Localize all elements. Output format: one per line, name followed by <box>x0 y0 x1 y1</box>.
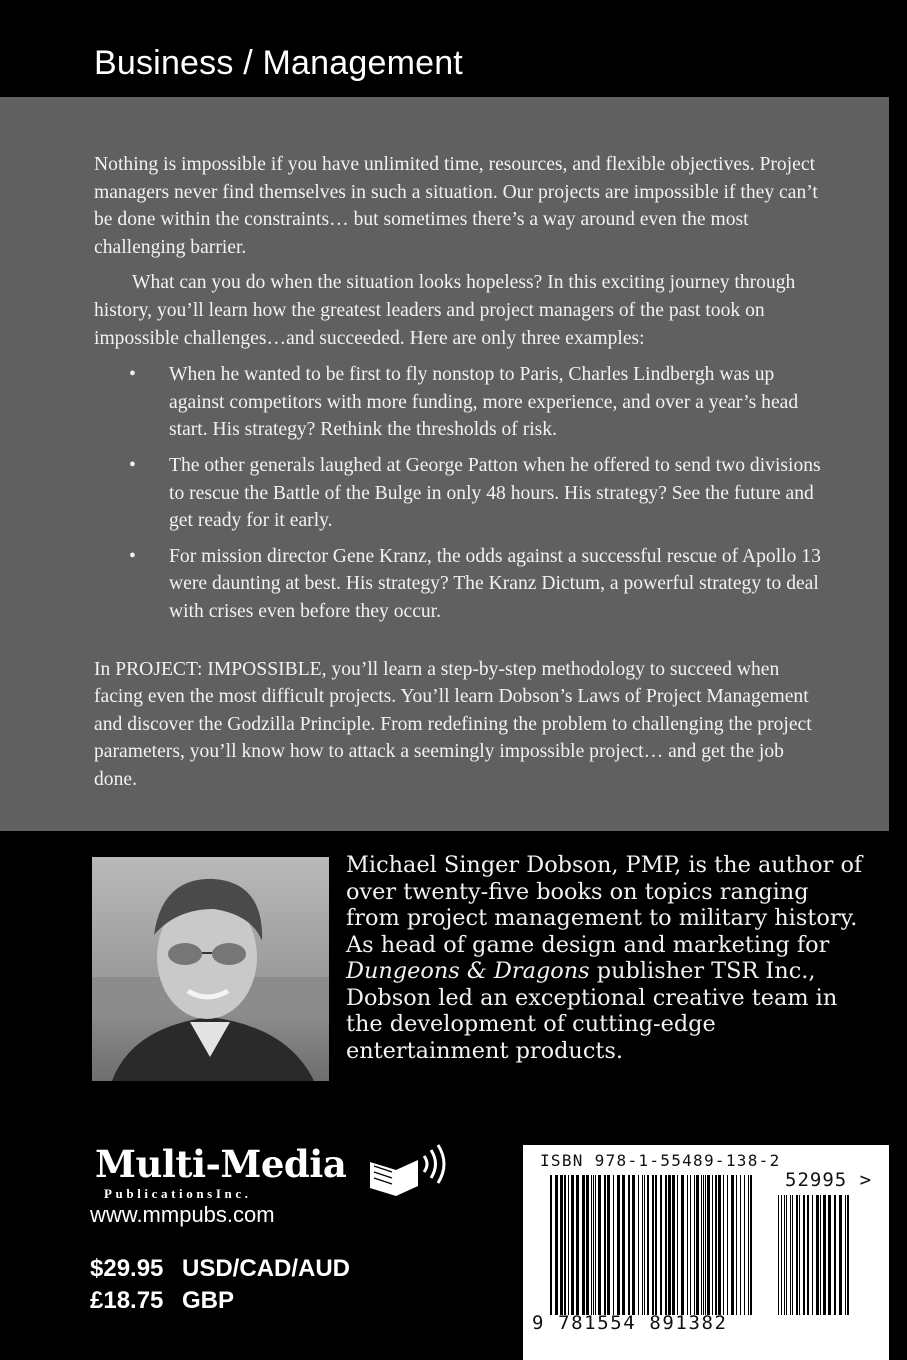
barcode-bar <box>607 1175 610 1315</box>
price-amount: £18.75 <box>90 1287 164 1314</box>
list-item <box>129 361 826 444</box>
barcode-bar <box>816 1195 819 1315</box>
barcode-bar <box>828 1195 831 1315</box>
barcode-bar <box>748 1175 749 1315</box>
price-amount: $29.95 <box>90 1255 164 1282</box>
blurb-lead: What can you do when the situation looks hopeless? In this exciting journey through history, you’ll learn how the greatest leaders and project managers of the past took on impossible challenges…and succeeded. Here are only three examples: <box>94 272 796 349</box>
author-bio <box>346 852 866 1064</box>
author-bio-text: Michael Singer Dobson, PMP, is the author of over twenty-five books on topics ranging from project management to military history. As head of game design and marketing for <box>346 852 863 958</box>
bullet-glyph: • <box>129 364 136 386</box>
list-item-text: For mission director Gene Kranz, the odds against a successful rescue of Apollo 13 were daunting at best. His strategy? The Kranz Dictum, a powerful strategy to deal with crises even before they occur. <box>169 545 821 622</box>
barcode-bar <box>834 1195 836 1315</box>
blurb-closing: In PROJECT: IMPOSSIBLE, you’ll learn a step-by-step methodology to succeed when facing even the most difficult projects. You’ll learn Dobson’s Laws of Project Management and discover the Godzilla Principle. From redefining the problem to challenging the project parameters, you’ll know how to attack a seemingly impossible project… and get the job done. <box>94 658 812 790</box>
publisher-name: Multi-Media <box>95 1142 347 1186</box>
barcode-bar <box>750 1175 752 1315</box>
barcode-bar <box>595 1175 596 1315</box>
barcode-bar <box>560 1175 563 1315</box>
barcode-bar <box>847 1195 849 1315</box>
price-gbp <box>90 1287 234 1315</box>
barcode-bar <box>796 1195 798 1315</box>
barcode-bar <box>591 1175 592 1315</box>
bullet-glyph: • <box>129 454 136 476</box>
barcode-bar <box>632 1175 635 1315</box>
barcode-bar <box>845 1195 846 1315</box>
barcode-bar <box>622 1175 625 1315</box>
barcode-bar <box>576 1175 579 1315</box>
barcode-bar <box>593 1175 594 1315</box>
author-photo <box>92 857 329 1081</box>
barcode-bar <box>694 1175 695 1315</box>
barcode-bar <box>598 1175 601 1315</box>
publisher-logo <box>92 1142 457 1202</box>
isbn-text: ISBN 978-1-55489-138-2 <box>540 1151 781 1170</box>
barcode-bar <box>690 1175 691 1315</box>
list-item-text: When he wanted to be first to fly nonstop to Paris, Charles Lindbergh was up against competitors with more funding, more experience, and over a year’s head start. His strategy? Rethink the thresholds of risk. <box>169 364 799 441</box>
barcode-bar <box>820 1195 821 1315</box>
barcode-bar <box>555 1175 558 1315</box>
back-cover-blurb <box>94 151 826 793</box>
barcode-bar <box>807 1195 809 1315</box>
barcode-bar <box>668 1175 671 1315</box>
price-code: 52995 > <box>785 1169 873 1191</box>
price-currency: USD/CAD/AUD <box>182 1255 350 1282</box>
barcode-bar <box>564 1175 566 1315</box>
barcode-bar <box>736 1175 737 1315</box>
barcode-bar <box>660 1175 662 1315</box>
publisher-subtitle: PublicationsInc. <box>104 1186 252 1201</box>
author-portrait-image <box>92 857 329 1081</box>
barcode-bar <box>712 1175 713 1315</box>
barcode-bar <box>655 1175 657 1315</box>
list-item-text: The other generals laughed at George Patton when he offered to send two divisions to rescue the Battle of the Bulge in only 48 hours. His strategy? See the future and get ready for it early. <box>169 454 821 532</box>
barcode-bar <box>677 1175 678 1315</box>
barcode-bar <box>839 1195 842 1315</box>
barcode-bar <box>638 1175 639 1315</box>
barcode-bar <box>672 1175 675 1315</box>
author-bio-italic: Dungeons & Dragons <box>346 958 590 984</box>
barcode-bar <box>784 1195 785 1315</box>
barcode-bar <box>550 1175 552 1315</box>
barcode-bar <box>701 1175 702 1315</box>
barcode-bar <box>718 1175 721 1315</box>
barcode-bar <box>687 1175 688 1315</box>
blurb-intro: Nothing is impossible if you have unlimited time, resources, and flexible objectives. Project managers never find themselves in such a situation. Our projects are impossible if they can’t be done within the constraints… but sometimes there’s a way around even the most challenging barrier. <box>94 154 818 258</box>
barcode-bar <box>731 1175 734 1315</box>
author-bio-text-end: publisher TSR Inc., Dobson led an exceptional creative team in the development of cutting-edge entertainment products. <box>346 958 838 1064</box>
category-label: Business / Management <box>94 44 463 82</box>
barcode-bar <box>628 1175 630 1315</box>
list-item <box>129 452 826 535</box>
list-item <box>129 543 826 626</box>
price-currency: GBP <box>182 1287 235 1314</box>
barcode-bar <box>703 1175 704 1315</box>
barcode-bar <box>781 1195 782 1315</box>
barcode-bar <box>696 1175 699 1315</box>
ean-digits: 9 781554 891382 <box>532 1312 728 1334</box>
barcode-bar <box>571 1175 574 1315</box>
barcode-bar <box>823 1195 826 1315</box>
barcode-bar <box>642 1175 643 1315</box>
barcode-bar <box>644 1175 645 1315</box>
barcode-bar <box>604 1175 606 1315</box>
barcode-bar <box>803 1195 805 1315</box>
barcode-bar <box>778 1195 779 1315</box>
barcode-bar <box>647 1175 649 1315</box>
barcode-bar <box>786 1195 787 1315</box>
barcode-bar <box>705 1175 706 1315</box>
barcode-bar <box>715 1175 717 1315</box>
barcode-bar <box>744 1175 745 1315</box>
barcode-bar <box>723 1175 724 1315</box>
barcode-bar <box>790 1195 791 1315</box>
barcode-bar <box>582 1175 585 1315</box>
barcode-bar <box>617 1175 620 1315</box>
publisher-website: www.mmpubs.com <box>90 1202 275 1227</box>
barcode-bar <box>586 1175 589 1315</box>
barcode-bar <box>812 1195 813 1315</box>
barcode-bar <box>681 1175 684 1315</box>
barcode-bar <box>665 1175 667 1315</box>
price-usd <box>90 1255 350 1283</box>
examples-list <box>94 361 826 625</box>
barcode-bar <box>792 1195 793 1315</box>
barcode-bar <box>799 1195 800 1315</box>
barcode-bar <box>613 1175 614 1315</box>
isbn-barcode <box>523 1145 889 1360</box>
barcode-bar <box>727 1175 728 1315</box>
barcode-bar <box>652 1175 654 1315</box>
book-broadcast-icon <box>366 1142 454 1198</box>
barcode-bar <box>568 1175 569 1315</box>
barcode-bar <box>740 1175 741 1315</box>
bullet-glyph: • <box>129 545 136 567</box>
barcode-bar <box>707 1175 710 1315</box>
